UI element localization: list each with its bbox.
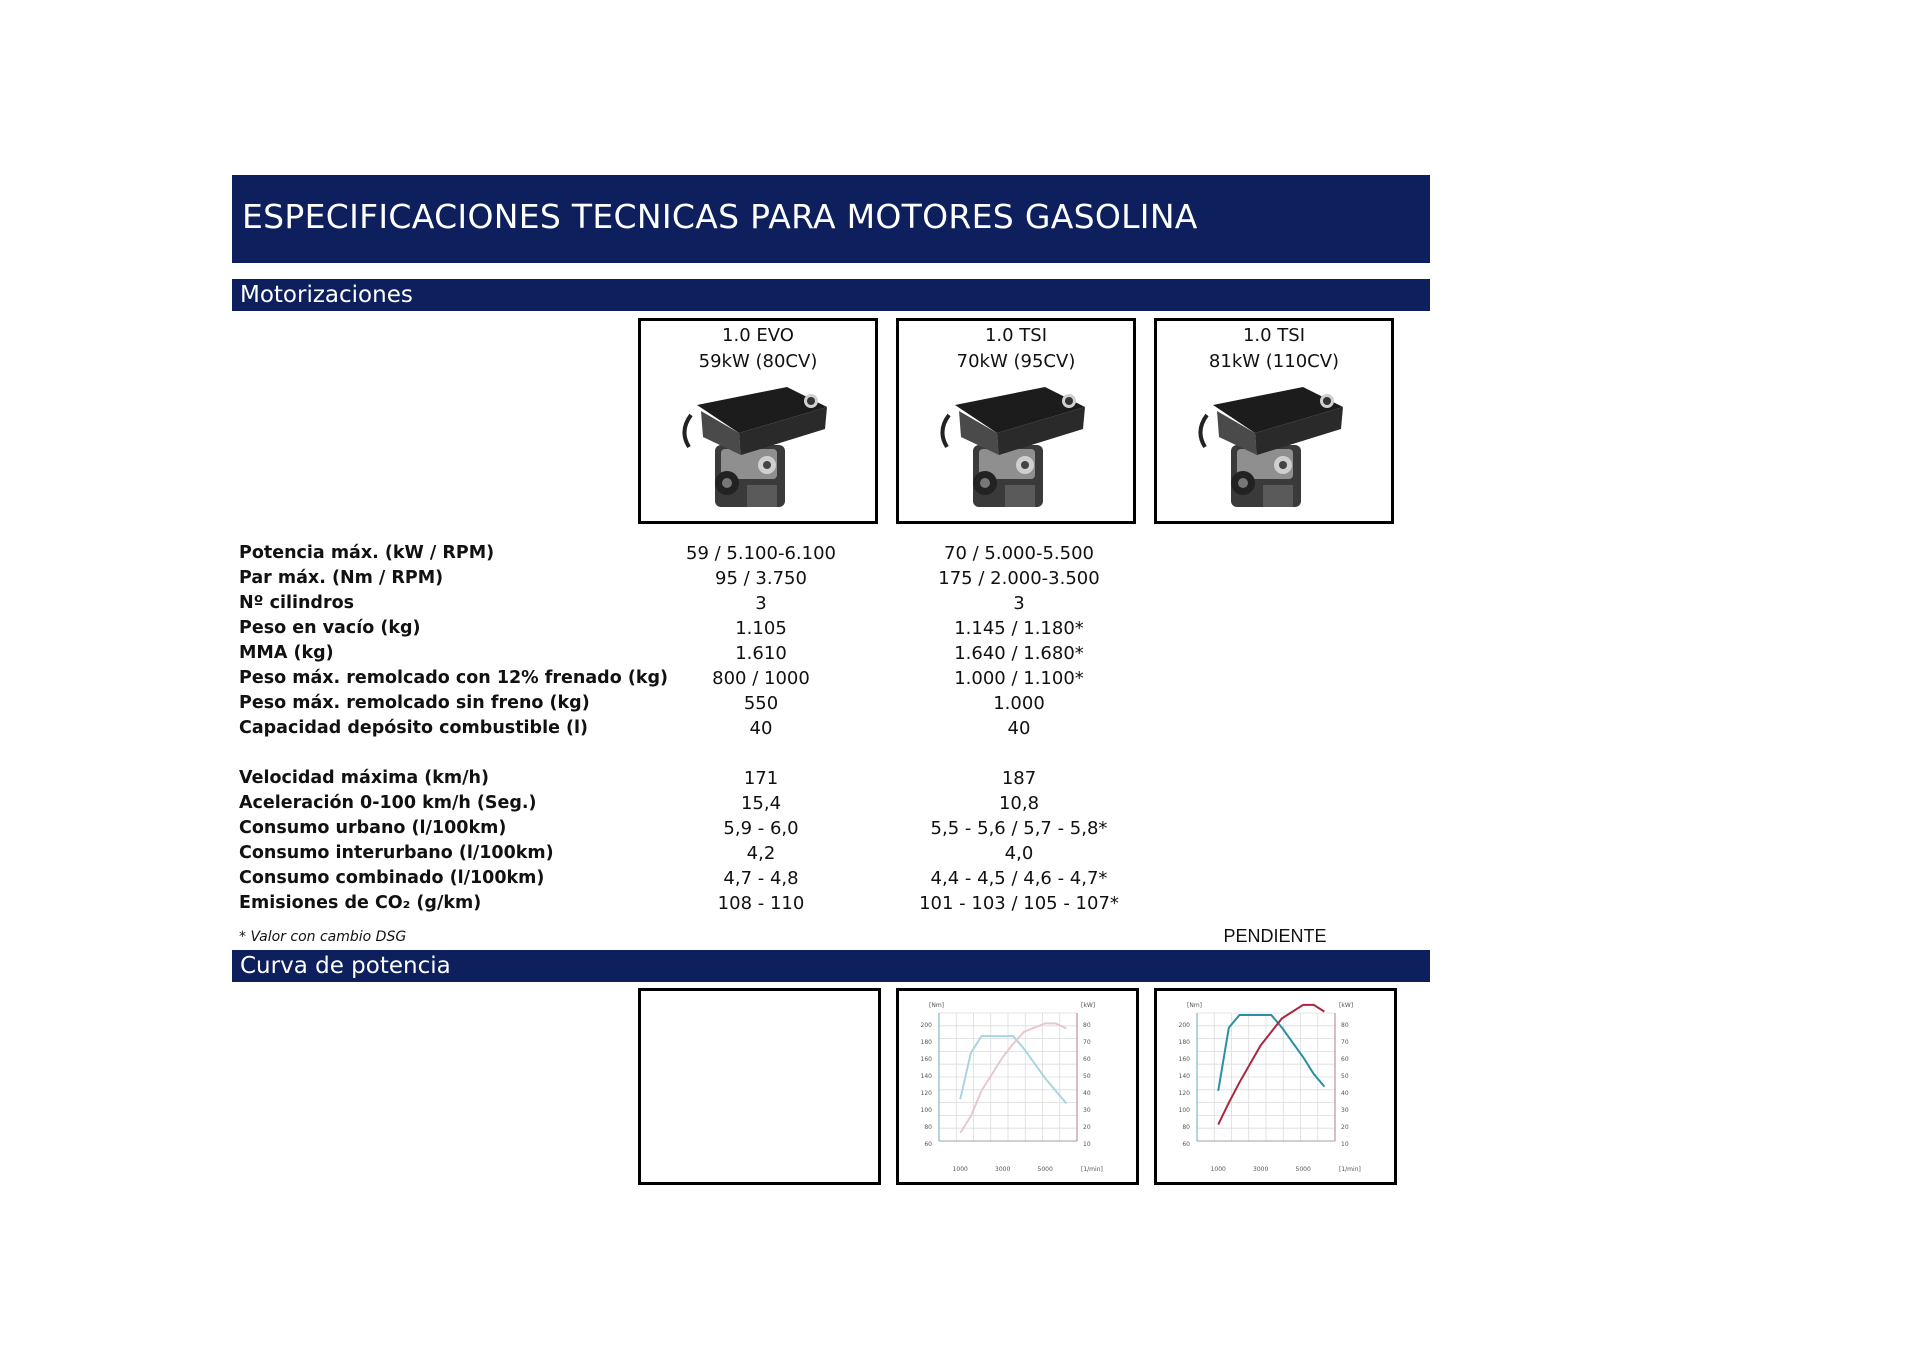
- right-unit-label: [kW]: [1339, 1002, 1354, 1009]
- right-tick-label: 40: [1341, 1090, 1349, 1097]
- engine-name: 1.0 TSI: [1242, 325, 1306, 346]
- right-tick-label: 10: [1083, 1141, 1091, 1148]
- spec-value: 1.105: [735, 618, 787, 639]
- spec-value: 3: [755, 593, 767, 614]
- left-tick-label: 180: [1178, 1039, 1190, 1046]
- left-tick-label: 120: [920, 1090, 932, 1097]
- section-bar-curves: [232, 950, 1430, 982]
- left-tick-label: 60: [1182, 1141, 1190, 1148]
- x-unit-label: [1/min]: [1081, 1166, 1103, 1173]
- left-tick-label: 60: [924, 1141, 932, 1148]
- spec-value: 10,8: [998, 793, 1040, 814]
- page-title: ESPECIFICACIONES TECNICAS PARA MOTORES GASOLINA: [242, 197, 1198, 236]
- spec-value: 175 / 2.000-3.500: [938, 568, 1100, 589]
- engine-power: 81kW (110CV): [1208, 351, 1340, 372]
- left-tick-label: 80: [1182, 1124, 1190, 1131]
- spec-value: 550: [743, 693, 779, 714]
- right-tick-label: 30: [1341, 1107, 1349, 1114]
- spec-label: Peso máx. remolcado con 12% frenado (kg): [239, 668, 668, 688]
- left-tick-label: 140: [920, 1073, 932, 1080]
- left-tick-label: 200: [920, 1022, 932, 1029]
- right-tick-label: 80: [1083, 1022, 1091, 1029]
- right-tick-label: 20: [1083, 1124, 1091, 1131]
- power-curve-box-2: [896, 988, 1139, 1185]
- x-unit-label: [1/min]: [1339, 1166, 1361, 1173]
- spec-value: 101 - 103 / 105 - 107*: [919, 893, 1119, 914]
- engine-power: 59kW (80CV): [698, 351, 818, 372]
- engine-image: [677, 375, 837, 515]
- spec-value: 187: [1001, 768, 1037, 789]
- engine-card-3: [1154, 318, 1394, 524]
- x-tick-label: 5000: [1295, 1166, 1311, 1173]
- left-tick-label: 160: [1178, 1056, 1190, 1063]
- torque-series-line: [1218, 1015, 1324, 1091]
- spec-label: Aceleración 0-100 km/h (Seg.): [239, 793, 537, 813]
- spec-label: Consumo combinado (l/100km): [239, 868, 545, 888]
- x-tick-label: 1000: [952, 1166, 968, 1173]
- spec-value: 800 / 1000: [712, 668, 810, 689]
- spec-label: Emisiones de CO₂ (g/km): [239, 893, 482, 913]
- power-curve-chart: [899, 991, 1136, 1182]
- power-curve-box-1: [638, 988, 881, 1185]
- spec-value: 4,7 - 4,8: [723, 868, 799, 889]
- spec-label: Nº cilindros: [239, 593, 355, 613]
- section-title-engines: Motorizaciones: [240, 282, 413, 308]
- power-curve-box-3: [1154, 988, 1397, 1185]
- left-tick-label: 100: [920, 1107, 932, 1114]
- engine-name: 1.0 TSI: [984, 325, 1048, 346]
- spec-value: 4,4 - 4,5 / 4,6 - 4,7*: [930, 868, 1108, 889]
- spec-value: 108 - 110: [717, 893, 805, 914]
- engine-image: [935, 375, 1095, 515]
- spec-label: Par máx. (Nm / RPM): [239, 568, 444, 588]
- spec-value: 171: [743, 768, 779, 789]
- right-tick-label: 70: [1341, 1039, 1349, 1046]
- right-tick-label: 30: [1083, 1107, 1091, 1114]
- power-curve-chart: [1157, 991, 1394, 1182]
- spec-label: Consumo urbano (l/100km): [239, 818, 507, 838]
- power-series-line: [960, 1023, 1066, 1133]
- x-tick-label: 1000: [1210, 1166, 1226, 1173]
- spec-value: 1.000: [993, 693, 1045, 714]
- right-tick-label: 80: [1341, 1022, 1349, 1029]
- torque-series-line: [960, 1036, 1066, 1103]
- spec-value: 3: [1013, 593, 1025, 614]
- spec-value: 1.000 / 1.100*: [954, 668, 1084, 689]
- right-tick-label: 10: [1341, 1141, 1349, 1148]
- left-tick-label: 140: [1178, 1073, 1190, 1080]
- footnote: * Valor con cambio DSG: [239, 929, 407, 945]
- left-tick-label: 120: [1178, 1090, 1190, 1097]
- left-tick-label: 80: [924, 1124, 932, 1131]
- spec-value: 1.640 / 1.680*: [954, 643, 1084, 664]
- x-tick-label: 5000: [1037, 1166, 1053, 1173]
- left-tick-label: 180: [920, 1039, 932, 1046]
- x-tick-label: 3000: [995, 1166, 1011, 1173]
- section-bar-engines: [232, 279, 1430, 311]
- engine-image: [1193, 375, 1353, 515]
- spec-label: Peso en vacío (kg): [239, 618, 421, 638]
- x-tick-label: 3000: [1253, 1166, 1269, 1173]
- spec-value: 40: [1007, 718, 1031, 739]
- spec-value: 5,9 - 6,0: [723, 818, 799, 839]
- spec-label: Potencia máx. (kW / RPM): [239, 543, 495, 563]
- right-tick-label: 50: [1341, 1073, 1349, 1080]
- spec-value: 4,0: [1004, 843, 1034, 864]
- right-tick-label: 40: [1083, 1090, 1091, 1097]
- spec-label: Consumo interurbano (l/100km): [239, 843, 554, 863]
- spec-label: Capacidad depósito combustible (l): [239, 718, 589, 738]
- title-banner: [232, 175, 1430, 263]
- right-tick-label: 50: [1083, 1073, 1091, 1080]
- left-tick-label: 200: [1178, 1022, 1190, 1029]
- left-unit-label: [Nm]: [1187, 1002, 1203, 1009]
- spec-value: 4,2: [746, 843, 776, 864]
- section-title-curves: Curva de potencia: [240, 953, 451, 979]
- spec-value: 70 / 5.000-5.500: [944, 543, 1094, 564]
- spec-label: MMA (kg): [239, 643, 334, 663]
- left-unit-label: [Nm]: [929, 1002, 945, 1009]
- engine-power: 70kW (95CV): [956, 351, 1076, 372]
- left-tick-label: 160: [920, 1056, 932, 1063]
- spec-value: 5,5 - 5,6 / 5,7 - 5,8*: [930, 818, 1108, 839]
- engine-name: 1.0 EVO: [722, 325, 794, 346]
- right-unit-label: [kW]: [1081, 1002, 1096, 1009]
- spec-value: 40: [749, 718, 773, 739]
- right-tick-label: 70: [1083, 1039, 1091, 1046]
- engine-card-1: [638, 318, 878, 524]
- spec-value: 1.610: [735, 643, 787, 664]
- left-tick-label: 100: [1178, 1107, 1190, 1114]
- right-tick-label: 60: [1083, 1056, 1091, 1063]
- right-tick-label: 20: [1341, 1124, 1349, 1131]
- spec-value: 95 / 3.750: [715, 568, 807, 589]
- right-tick-label: 60: [1341, 1056, 1349, 1063]
- spec-label: Velocidad máxima (km/h): [239, 768, 489, 788]
- spec-value: 59 / 5.100-6.100: [686, 543, 836, 564]
- spec-value: 15,4: [740, 793, 782, 814]
- spec-label: Peso máx. remolcado sin freno (kg): [239, 693, 590, 713]
- pending-label: PENDIENTE: [1223, 926, 1327, 946]
- engine-card-2: [896, 318, 1136, 524]
- spec-value: 1.145 / 1.180*: [954, 618, 1084, 639]
